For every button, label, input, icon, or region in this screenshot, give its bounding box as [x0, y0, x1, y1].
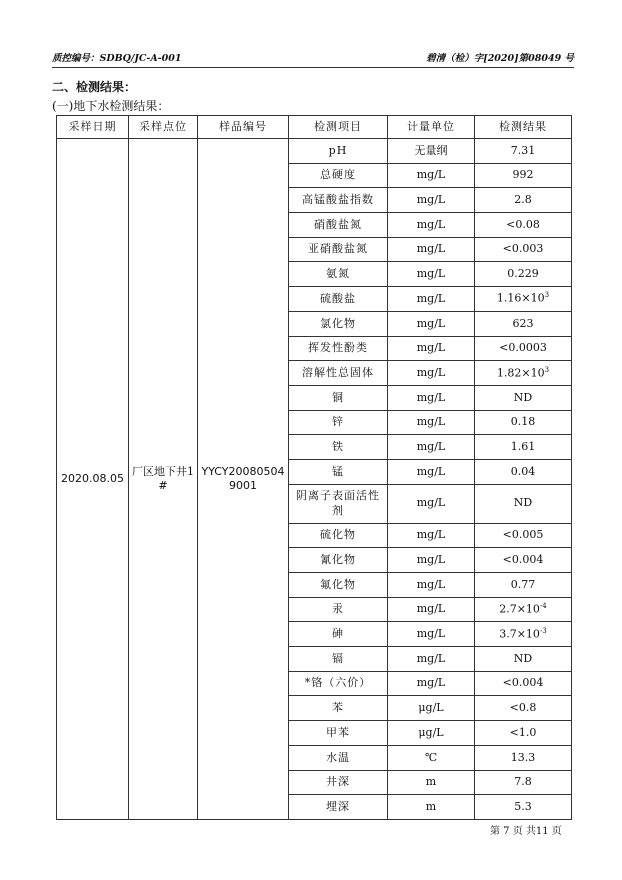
unit-cell: mg/L — [388, 385, 475, 410]
item-cell: pH — [289, 139, 388, 164]
result-exponent: -3 — [539, 626, 547, 635]
result-cell — [475, 484, 572, 523]
section-title: 二、检测结果： — [52, 80, 137, 94]
sample-date-cell: 2020.08.05 — [57, 139, 129, 820]
item-cell: 亚硝酸盐氮 — [289, 237, 388, 262]
unit-cell: mg/L — [388, 484, 475, 523]
result-cell — [475, 523, 572, 548]
result-cell — [475, 745, 572, 770]
item-cell: *铬（六价） — [289, 671, 388, 696]
col-header-result: 检测结果 — [475, 116, 572, 139]
result-value: <0.003 — [502, 242, 544, 256]
table-row — [57, 139, 572, 164]
item-cell: 总硬度 — [289, 163, 388, 188]
result-value: ND — [513, 651, 533, 665]
result-exponent: 3 — [544, 365, 550, 374]
result-value: 0.229 — [507, 267, 539, 281]
item-cell: 溶解性总固体 — [289, 361, 388, 386]
result-cell — [475, 262, 572, 287]
result-cell — [475, 597, 572, 622]
col-header-location: 采样点位 — [129, 116, 198, 139]
table-header-row — [57, 116, 572, 139]
result-cell — [475, 188, 572, 213]
unit-cell: mg/L — [388, 671, 475, 696]
result-cell — [475, 139, 572, 164]
result-value: 1.16×10 — [496, 292, 545, 306]
result-cell — [475, 287, 572, 312]
unit-cell: mg/L — [388, 336, 475, 361]
unit-cell: mg/L — [388, 213, 475, 238]
result-cell — [475, 459, 572, 484]
item-cell: 锰 — [289, 459, 388, 484]
sub-title: (一)地下水检测结果： — [52, 99, 170, 113]
results-body — [57, 139, 572, 820]
result-value: 0.18 — [510, 415, 536, 429]
qc-number: 质控编号：SDBQ/JC-A-001 — [52, 53, 182, 64]
unit-cell: mg/L — [388, 573, 475, 598]
result-cell — [475, 671, 572, 696]
result-value: <1.0 — [509, 725, 537, 739]
result-cell — [475, 647, 572, 672]
result-value: <0.004 — [502, 553, 544, 566]
item-cell: 高锰酸盐指数 — [289, 188, 388, 213]
result-value: 13.3 — [510, 750, 536, 764]
item-cell: 硝酸盐氮 — [289, 213, 388, 238]
unit-cell: ℃ — [388, 745, 475, 770]
result-value: 5.3 — [514, 799, 532, 813]
item-cell: 水温 — [289, 745, 388, 770]
unit-cell: mg/L — [388, 410, 475, 435]
unit-cell: μg/L — [388, 696, 475, 721]
unit-cell: m — [388, 795, 475, 820]
report-number: 碧清（检）字[2020]第08049 号 — [426, 53, 574, 64]
item-cell: 铁 — [289, 435, 388, 460]
item-cell: 砷 — [289, 622, 388, 647]
page-footer: 第 7 页 共11 页 — [490, 826, 562, 837]
result-value: <0.004 — [502, 676, 544, 690]
unit-cell: m — [388, 770, 475, 795]
result-value: 2.7×10 — [499, 602, 540, 616]
col-header-unit: 计量单位 — [388, 116, 475, 139]
result-value: 7.8 — [514, 775, 532, 789]
result-cell — [475, 548, 572, 573]
unit-cell: μg/L — [388, 721, 475, 746]
sample-id-cell: YYCY200805049001 — [198, 139, 289, 820]
result-cell — [475, 573, 572, 598]
result-cell — [475, 213, 572, 238]
unit-cell: mg/L — [388, 287, 475, 312]
sample-location-cell: 厂区地下井1# — [129, 139, 198, 820]
result-cell — [475, 770, 572, 795]
result-cell — [475, 336, 572, 361]
result-value: 1.61 — [510, 439, 536, 453]
item-cell: 苯 — [289, 696, 388, 721]
unit-cell: mg/L — [388, 435, 475, 460]
result-cell — [475, 361, 572, 386]
unit-cell: mg/L — [388, 311, 475, 336]
item-cell: 埋深 — [289, 795, 388, 820]
col-header-item: 检测项目 — [289, 116, 388, 139]
item-cell: 铜 — [289, 385, 388, 410]
unit-cell: mg/L — [388, 523, 475, 548]
item-cell: 汞 — [289, 597, 388, 622]
unit-cell: mg/L — [388, 262, 475, 287]
result-value: <0.8 — [509, 701, 537, 715]
item-cell: 锌 — [289, 410, 388, 435]
unit-cell: 无量纲 — [388, 139, 475, 164]
unit-cell: mg/L — [388, 597, 475, 622]
result-cell — [475, 696, 572, 721]
result-value: 7.31 — [510, 143, 536, 157]
item-cell: 镉 — [289, 647, 388, 672]
result-cell — [475, 795, 572, 820]
result-exponent: 3 — [544, 291, 550, 300]
result-value: 1.82×10 — [496, 366, 545, 380]
item-cell: 硫酸盐 — [289, 287, 388, 312]
result-value: <0.005 — [502, 528, 544, 542]
result-cell — [475, 311, 572, 336]
item-cell: 氟化物 — [289, 573, 388, 598]
unit-cell: mg/L — [388, 548, 475, 573]
unit-cell: mg/L — [388, 237, 475, 262]
result-cell — [475, 622, 572, 647]
results-table — [56, 115, 572, 820]
unit-cell: mg/L — [388, 361, 475, 386]
item-cell: 氰化物 — [289, 548, 388, 573]
result-value: 3.7×10 — [499, 627, 540, 641]
result-cell — [475, 237, 572, 262]
unit-cell: mg/L — [388, 622, 475, 647]
result-cell — [475, 385, 572, 410]
item-cell: 硫化物 — [289, 523, 388, 548]
result-cell — [475, 435, 572, 460]
item-cell: 甲苯 — [289, 721, 388, 746]
result-cell — [475, 163, 572, 188]
result-value: ND — [513, 496, 533, 510]
item-cell: 氯化物 — [289, 311, 388, 336]
page-header — [52, 50, 574, 68]
result-value: 2.8 — [514, 193, 532, 207]
result-cell — [475, 721, 572, 746]
result-cell — [475, 410, 572, 435]
unit-cell: mg/L — [388, 647, 475, 672]
result-value: 0.04 — [510, 464, 536, 478]
result-value: 0.77 — [510, 577, 536, 591]
result-value: ND — [513, 390, 533, 404]
unit-cell: mg/L — [388, 459, 475, 484]
item-cell: 阴离子表面活性剂 — [289, 484, 388, 523]
result-value: <0.08 — [506, 217, 540, 231]
item-cell: 氨氮 — [289, 262, 388, 287]
item-cell: 挥发性酚类 — [289, 336, 388, 361]
result-value: 992 — [512, 168, 534, 182]
result-exponent: -4 — [539, 602, 547, 611]
item-cell: 井深 — [289, 770, 388, 795]
result-value: <0.0003 — [499, 341, 547, 355]
result-value: 623 — [512, 316, 534, 330]
col-header-date: 采样日期 — [57, 116, 129, 139]
unit-cell: mg/L — [388, 188, 475, 213]
unit-cell: mg/L — [388, 163, 475, 188]
col-header-sample-id: 样品编号 — [198, 116, 289, 139]
